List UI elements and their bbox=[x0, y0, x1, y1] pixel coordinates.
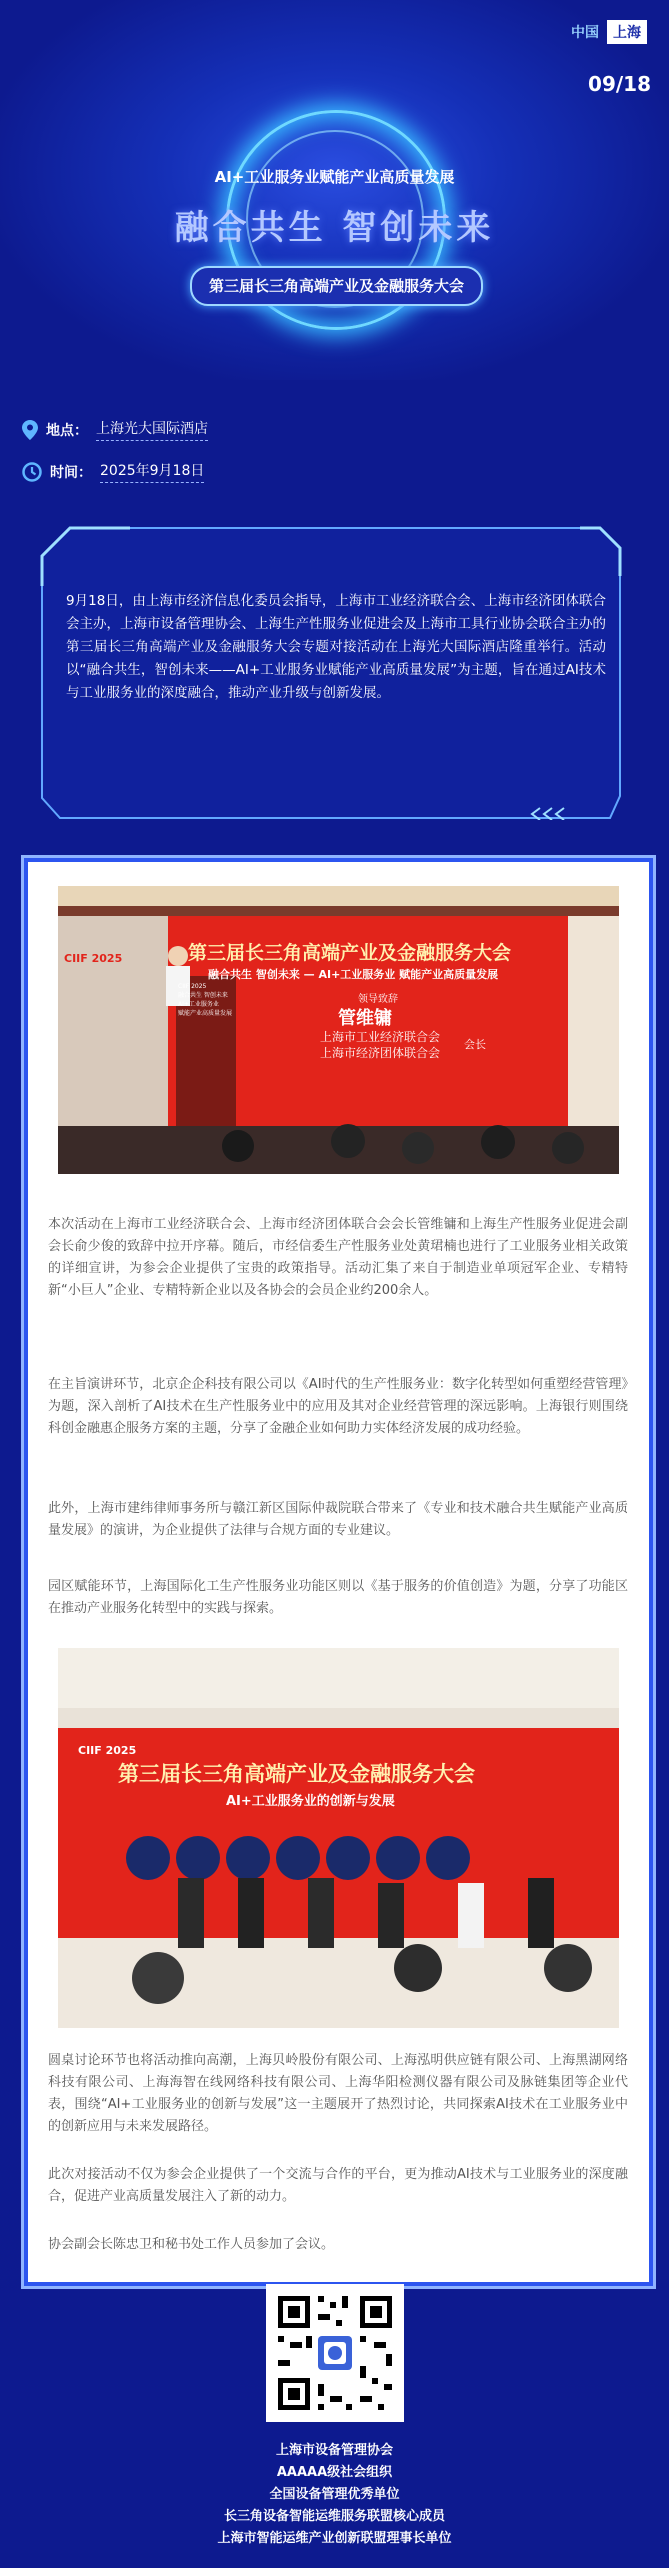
speaker-org2: 上海市经济团体联合会 bbox=[320, 1046, 441, 1060]
footer-line-3: 全国设备管理优秀单位 bbox=[269, 2487, 400, 2502]
paragraph-3: 此外，上海市建纬律师事务所与赣江新区国际仲裁院联合带来了《专业和技术融合共生赋能产业高质量发展》的演讲，为企业提供了法律与合规方面的专业建议。 bbox=[48, 1501, 628, 1538]
speaker-name: 管维镛 bbox=[338, 1008, 392, 1029]
place-row bbox=[22, 418, 208, 441]
footer-line-5: 上海市智能运维产业创新联盟理事长单位 bbox=[217, 2531, 452, 2546]
paragraph-5: 圆桌讨论环节也将活动推向高潮，上海贝岭股份有限公司、上海泓明供应链有限公司、上海黑湖网络科技有限公司、上海海智在线网络科技有限公司、上海华阳检测仪器有限公司及脉链集团等企业代表，围绕“AI+工业服务业的创新与发展”这一主题展开了热烈讨论，共同探索AI技术在工业服务业中的创新应用与未来发展路径。 bbox=[48, 2053, 628, 2134]
location-badge bbox=[567, 20, 647, 44]
paragraph-6: 此次对接活动不仅为参会企业提供了一个交流与合作的平台，更为推动AI技术与工业服务业的深度融合，促进产业高质量发展注入了新的动力。 bbox=[48, 2167, 628, 2204]
content-card bbox=[24, 858, 653, 2286]
footer-line-1: 上海市设备管理协会 bbox=[275, 2443, 393, 2458]
footer-line-4: 长三角设备智能运维服务联盟核心成员 bbox=[223, 2509, 445, 2524]
qr-code bbox=[266, 2284, 404, 2422]
speaker-org1: 上海市工业经济联合会 bbox=[320, 1030, 441, 1044]
photo-roundtable bbox=[58, 1648, 619, 2028]
banner-logo: CIIF 2025 bbox=[64, 952, 123, 965]
place-label: 地点： bbox=[46, 422, 88, 439]
paragraph-7: 协会副会长陈忠卫和秘书处工作人员参加了会议。 bbox=[48, 2237, 335, 2252]
footer-line-2: AAAAA级社会组织 bbox=[276, 2465, 393, 2480]
hero-banner bbox=[0, 0, 669, 380]
lectern-text: CIIF 2025 融合共生 智创未来 AI+工业服务业 赋能产业高质量发展 bbox=[178, 983, 233, 1017]
banner-title: 第三届长三角高端产业及金融服务大会 bbox=[188, 942, 512, 964]
place-value: 上海光大国际酒店 bbox=[96, 418, 208, 441]
speaker-tag: 领导致辞 bbox=[358, 994, 398, 1005]
event-name-pill: 第三届长三角高端产业及金融服务大会 bbox=[190, 266, 483, 306]
speaker-role: 会长 bbox=[464, 1038, 486, 1051]
paragraph-1: 本次活动在上海市工业经济联合会、上海市经济团体联合会会长管维镛和上海生产性服务业促进会副会长俞少俊的致辞中拉开序幕。随后，市经信委生产性服务业处黄珺楠也进行了工业服务业相关政策的详细宣讲，为参会企业提供了宝贵的政策指导。活动汇集了来自于制造业单项冠军企业、专精特新“小巨人”企业、专精特新企业以及各协会的会员企业约200余人。 bbox=[48, 1217, 628, 1298]
location-pin-icon bbox=[22, 420, 38, 440]
banner-subtitle: 融合共生 智创未来 — AI+工业服务业 赋能产业高质量发展 bbox=[208, 968, 499, 981]
date-badge: 09/18 bbox=[588, 72, 651, 96]
hero-title: 融合共生 智创未来 bbox=[174, 208, 495, 248]
banner2-subtitle: AI+工业服务业的创新与发展 bbox=[226, 1794, 395, 1809]
paragraph-2: 在主旨演讲环节，北京企企科技有限公司以《AI时代的生产性服务业：数字化转型如何重塑经营管理》为题，深入剖析了AI技术在生产性服务业中的应用及其对企业经营管理的深远影响。上海银行则围绕科创金融惠企服务方案的主题，分享了金融企业如何助力实体经济发展的成功经验。 bbox=[48, 1377, 628, 1436]
photo-opening-speech bbox=[58, 886, 619, 1174]
intro-text: 9月18日，由上海市经济信息化委员会指导，上海市工业经济联合会、上海市经济团体联合会主办，上海市设备管理协会、上海生产性服务业促进会及上海市工具行业协会联合主办的第三届长三角高端产业及金融服务大会专题对接活动在上海光大国际酒店隆重举行。活动以“融合共生，智创未来——AI+工业服务业赋能产业高质量发展”为主题，旨在通过AI技术与工业服务业的深度融合，推动产业升级与创新发展。 bbox=[66, 593, 606, 701]
location-city: 上海 bbox=[607, 20, 647, 44]
location-country: 中国 bbox=[571, 25, 599, 41]
footer bbox=[0, 2440, 669, 2550]
time-row bbox=[22, 460, 204, 483]
time-value: 2025年9月18日 bbox=[100, 460, 204, 483]
hero-subtitle: AI+工业服务业赋能产业高质量发展 bbox=[214, 168, 455, 186]
banner2-title: 第三届长三角高端产业及金融服务大会 bbox=[118, 1762, 475, 1786]
banner2-logo: CIIF 2025 bbox=[78, 1744, 137, 1757]
paragraph-4: 园区赋能环节，上海国际化工生产性服务业功能区则以《基于服务的价值创造》为题，分享了功能区在推动产业服务化转型中的实践与探索。 bbox=[48, 1579, 628, 1616]
time-label: 时间： bbox=[50, 464, 92, 481]
clock-icon bbox=[22, 462, 42, 482]
